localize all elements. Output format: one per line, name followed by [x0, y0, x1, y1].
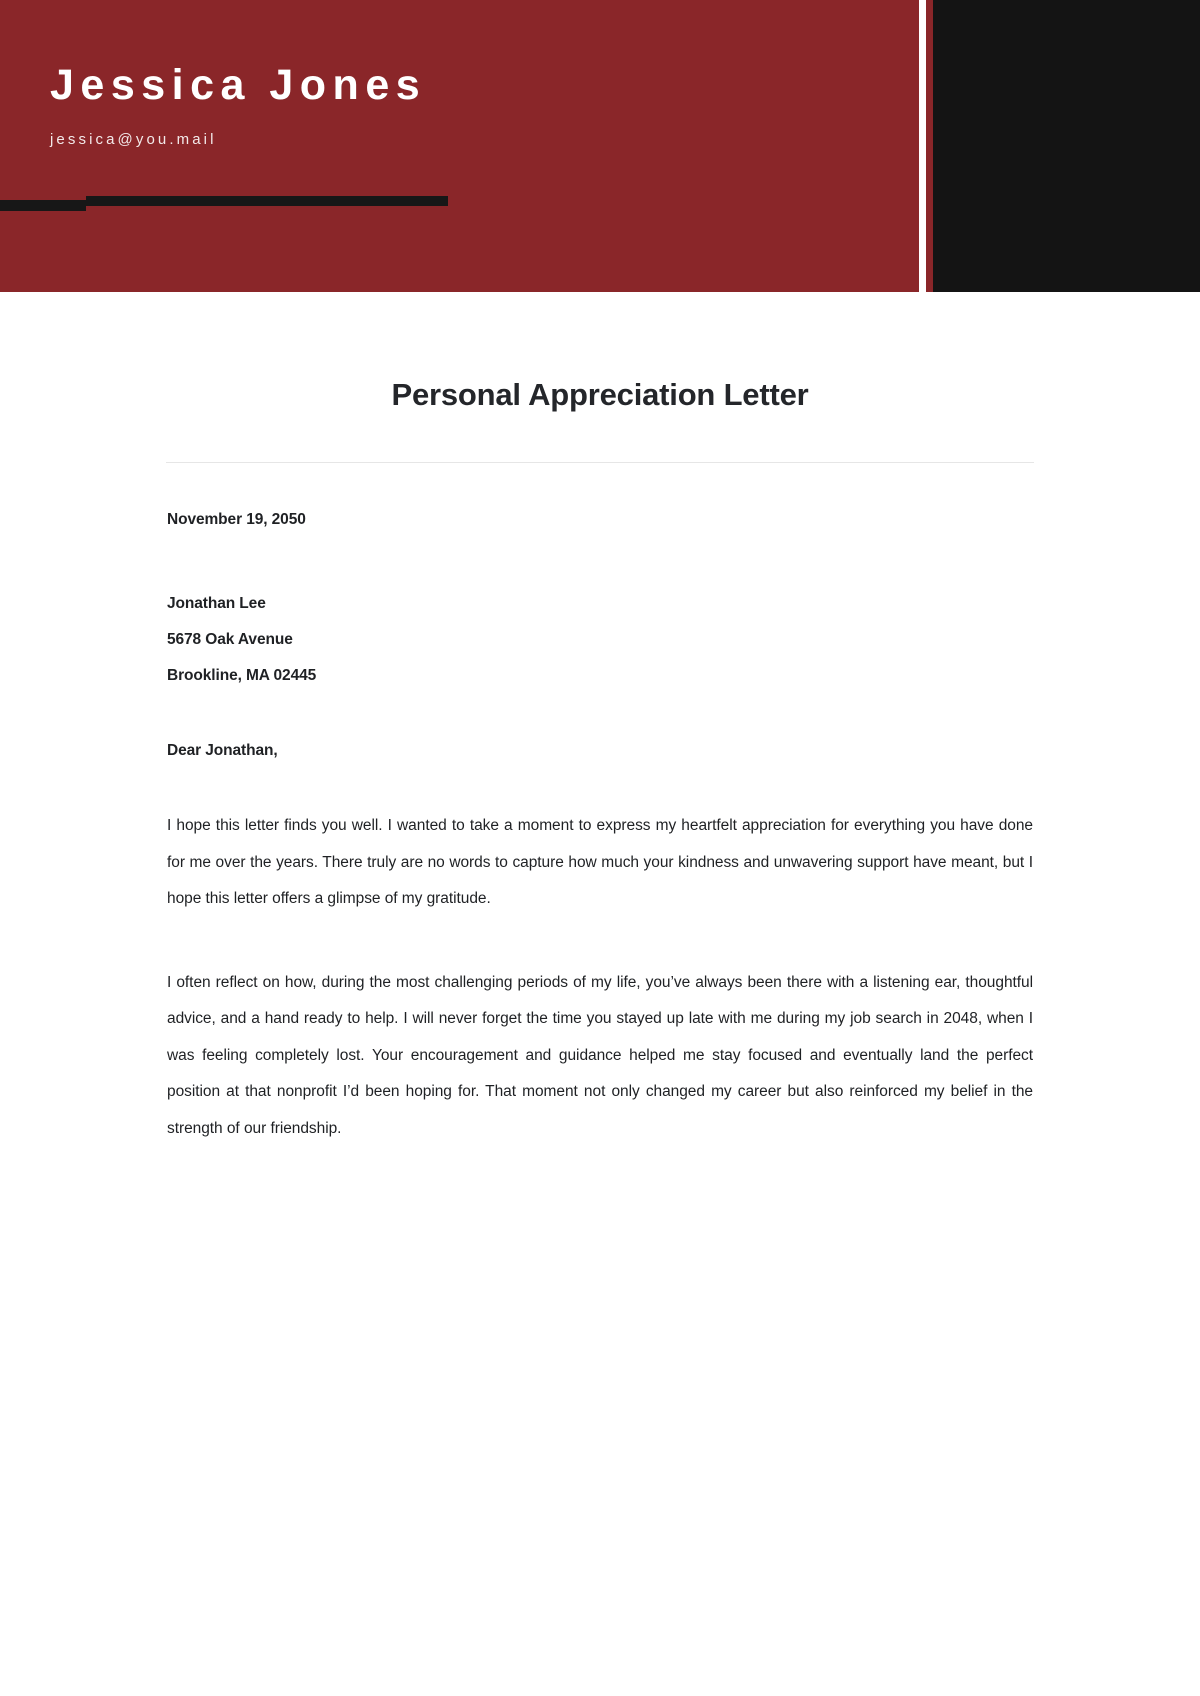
decorative-bar-long — [86, 196, 448, 206]
letter-date: November 19, 2050 — [167, 511, 306, 528]
sender-email: jessica@you.mail — [50, 131, 217, 149]
letter-paragraph-2: I often reflect on how, during the most challenging periods of my life, you’ve always been there with a listening ear, thoughtful advice, and a hand ready to help. I will never forget the time you stayed up late with me during my job search in 2048, when I was feeling completely lost. Your encouragement and guidance helped me stay focused and eventually land the perfect position at that nonprofit I’d been hoping for. That moment not only changed my career but also reinforced my belief in the strength of our friendship. — [167, 973, 1033, 1137]
letter-salutation: Dear Jonathan, — [167, 742, 278, 759]
recipient-address-block — [167, 529, 1033, 694]
header-black-panel — [933, 0, 1200, 292]
recipient-city-state-zip: Brookline, MA 02445 — [167, 667, 317, 684]
sender-name: Jessica Jones — [50, 61, 427, 109]
letter-content — [167, 463, 1033, 1147]
letter-paragraph-1: I hope this letter finds you well. I wanted to take a moment to express my heartfelt appreciation for everything you have done for me over the years. There truly are no words to capture how much your kindness and unwavering support have meant, but I hope this letter offers a glimpse of my gratitude. — [167, 817, 1033, 907]
header-red-accent-strip — [926, 0, 933, 292]
letter-sheet — [0, 292, 1200, 1147]
page-title: Personal Appreciation Letter — [391, 377, 809, 412]
recipient-name: Jonathan Lee — [167, 595, 266, 612]
recipient-street: 5678 Oak Avenue — [167, 631, 293, 648]
letterhead-header — [0, 0, 1200, 292]
sender-identity-block — [50, 62, 426, 148]
decorative-bar-short — [0, 200, 86, 211]
